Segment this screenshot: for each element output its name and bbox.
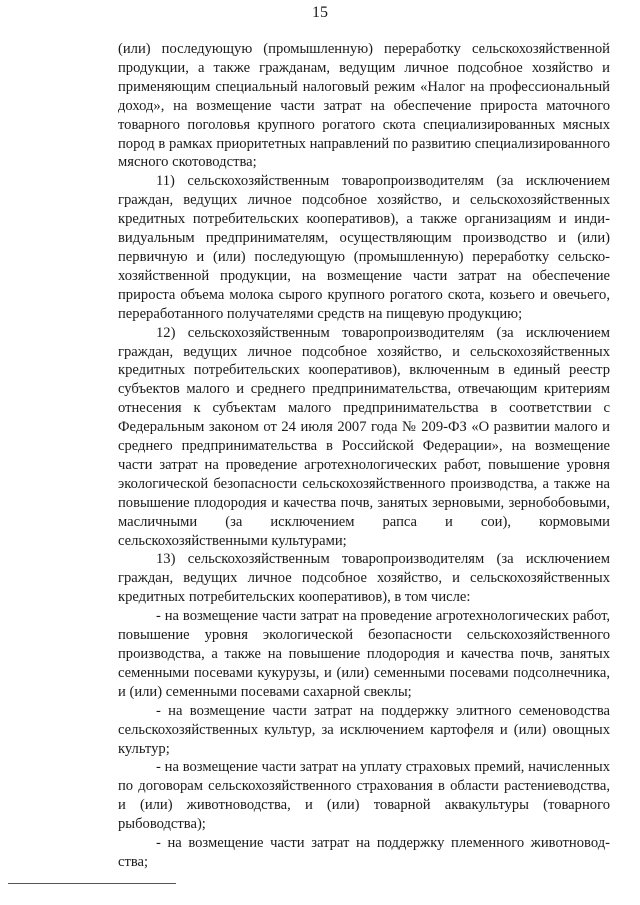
paragraph-item-13: 13) сельскохозяйственным товаропроизводителям (за исключением граждан, ведущих личное подсобное хозяйство, и сельскохозяйственных кредитных потребительских кооперативов), в том числе:	[118, 551, 610, 606]
document-body	[118, 40, 610, 872]
paragraph-item-11: 11) сельскохозяйственным товаропроизводителям (за исключением граждан, ведущих личное подсобное хозяйство, и сельскохозяйственных кредитных потребительских кооперативов), а также организациям и индивидуальным предпринимателям, осуществляющим производство и (или) первичную и (или) последующую (промышленную) переработку сельскохозяйственной продукции, на возмещение части затрат на обеспечение прироста объема молока сырого крупного рогатого скота, козьего и овечьего, переработанного получателями средств на пищевую продукцию;	[118, 173, 610, 322]
paragraph-subitem-breeding: - на возмещение части затрат на поддержку племенного животноводства;	[118, 835, 610, 870]
paragraph-subitem-agrotech: - на возмещение части затрат на проведение агротехнологических работ, повышение уровня экологической безопасности сельскохозяйственного производства, а также на повышение плодородия и качества почв, занятых семенными посевами кукурузы, и (или) семенными посевами подсолнечника, и (или) семенными посевами сахарной свеклы;	[118, 608, 610, 700]
page-number: 15	[312, 4, 328, 21]
paragraph-item-12: 12) сельскохозяйственным товаропроизводителям (за исключением граждан, ведущих личное подсобное хозяйство, и сельскохозяйственных кредитных потребительских кооперативов), включенным в единый реестр субъектов малого и среднего предпринимательства, отвечающим критериям отнесения к субъектам малого предпринимательства в соответствии с Федеральным законом от 24 июля 2007 года № 209-ФЗ «О развитии малого и среднего предпринимательства в Российской Федерации», на возмещение части затрат на проведение агротехнологических работ, повышение уровня экологической безопасности сельскохозяйственного производства, а также на повышение плодородия и качества почв, занятых зерновыми, зернобобовыми, масличными (за исключением рапса и сои), кормовыми сельскохозяйственными культурами;	[118, 324, 610, 549]
footer-divider	[8, 883, 176, 884]
paragraph-continuation: (или) последующую (промышленную) переработку сельскохозяйственной продукции, а также гражданам, ведущим личное подсобное хозяйство и применяющим специальный налоговый режим «Налог на профессиональный доход», на возмещение части затрат на обеспечение прироста маточного товарного поголовья крупного рогатого скота специализированных мясных пород в рамках приоритетных направлений по развитию специализированного мясного скотоводства;	[118, 41, 610, 171]
paragraph-subitem-insurance: - на возмещение части затрат на уплату страховых премий, начисленных по договорам сельскохозяйственного страхования в области растениеводства, и (или) животноводства, и (или) товарной аквакультуры (товарного рыбоводства);	[118, 759, 610, 833]
paragraph-subitem-seed: - на возмещение части затрат на поддержку элитного семеноводства сельскохозяйственных культур, за исключением картофеля и (или) овощных культур;	[118, 702, 610, 757]
